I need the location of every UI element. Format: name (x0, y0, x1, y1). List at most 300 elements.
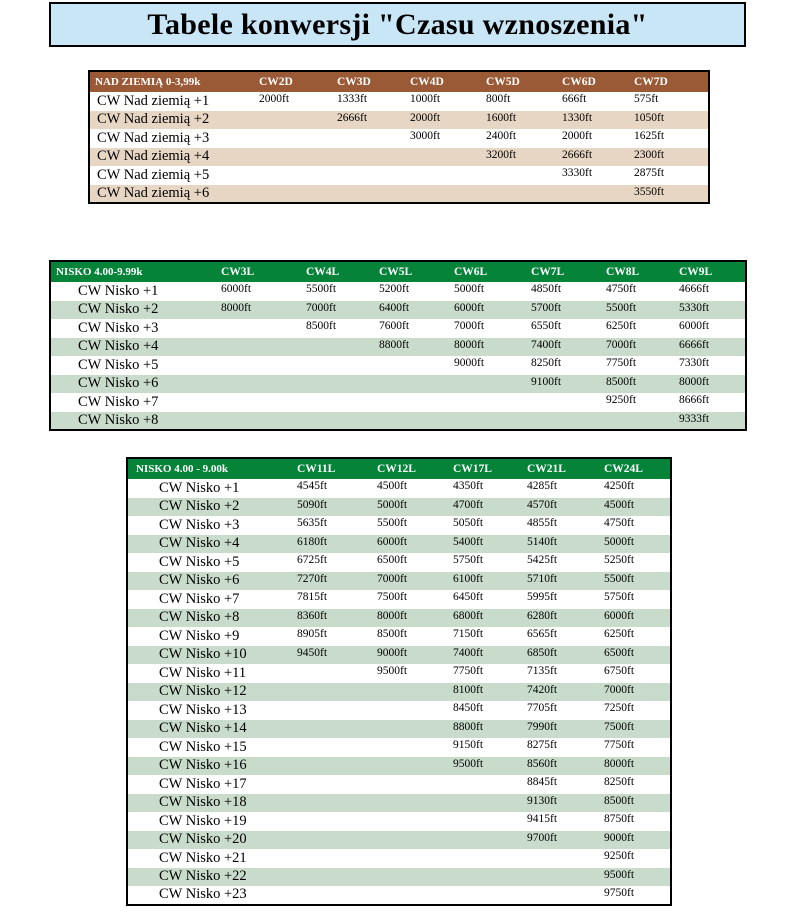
altitude-value-cell (531, 412, 606, 431)
altitude-value-cell: 8000ft (454, 338, 485, 351)
altitude-value-cell (453, 831, 527, 850)
row-label: CW Nisko +10 (159, 646, 247, 663)
row-label: CW Nisko +4 (78, 338, 159, 355)
altitude-value-cell (527, 849, 604, 868)
altitude-value-cell (410, 166, 486, 185)
row-label: CW Nisko +2 (159, 498, 240, 515)
altitude-value-cell (221, 393, 306, 412)
column-header: CW24L (604, 463, 643, 475)
altitude-value-cell: 5000ft (604, 535, 635, 548)
table-row (127, 646, 671, 665)
row-label: CW Nad ziemią +3 (97, 129, 210, 146)
altitude-value-cell: 5700ft (531, 301, 562, 314)
altitude-value-cell: 4500ft (377, 480, 408, 492)
altitude-value-cell: 8000ft (679, 375, 710, 388)
altitude-value-cell: 1600ft (486, 111, 517, 124)
table-row (127, 757, 671, 776)
altitude-value-cell (486, 185, 562, 204)
table-row (127, 535, 671, 554)
table-row (50, 393, 746, 412)
altitude-value-cell: 8250ft (531, 357, 562, 369)
column-header: CW17L (453, 463, 492, 475)
altitude-value-cell: 5050ft (453, 517, 484, 529)
altitude-value-cell: 8666ft (679, 394, 710, 406)
altitude-value-cell (377, 812, 453, 831)
altitude-value-cell (377, 701, 453, 720)
altitude-value-cell: 8100ft (453, 683, 484, 696)
altitude-value-cell: 9500ft (377, 665, 408, 677)
altitude-value-cell (410, 148, 486, 167)
altitude-value-cell: 5425ft (527, 554, 558, 566)
altitude-value-cell: 7270ft (297, 572, 328, 585)
altitude-value-cell (377, 683, 453, 702)
row-label: CW Nisko +21 (159, 849, 247, 866)
row-label: CW Nisko +3 (78, 319, 159, 336)
altitude-value-cell: 5500ft (377, 517, 408, 529)
altitude-value-cell (379, 412, 454, 431)
altitude-value-cell: 4285ft (527, 480, 558, 492)
altitude-value-cell: 5250ft (604, 554, 635, 566)
table-row (127, 849, 671, 868)
altitude-value-cell: 5330ft (679, 301, 710, 314)
row-label: CW Nisko +4 (159, 535, 240, 552)
altitude-value-cell (221, 356, 306, 375)
table-row (127, 572, 671, 591)
altitude-value-cell: 9000ft (454, 357, 485, 369)
row-label: CW Nisko +14 (159, 720, 247, 737)
altitude-value-cell: 6280ft (527, 609, 558, 622)
table-row (89, 129, 709, 148)
altitude-value-cell (531, 393, 606, 412)
table-row (50, 412, 746, 431)
row-label: CW Nisko +7 (78, 393, 159, 410)
altitude-value-cell (297, 849, 377, 868)
altitude-value-cell: 8500ft (377, 628, 408, 640)
altitude-value-cell (453, 849, 527, 868)
altitude-value-cell: 8845ft (527, 776, 558, 788)
altitude-value-cell: 7400ft (453, 646, 484, 659)
altitude-value-cell: 7990ft (527, 720, 558, 733)
column-header: CW11L (297, 463, 336, 475)
column-header: CW4L (306, 266, 340, 278)
table-title-cell: NISKO 4.00 - 9.00k (136, 463, 228, 475)
altitude-value-cell: 7750ft (604, 739, 635, 751)
table-row (127, 701, 671, 720)
column-header: CW3L (221, 266, 255, 278)
altitude-value-cell (410, 185, 486, 204)
column-header: CW3D (337, 76, 371, 88)
altitude-value-cell: 8275ft (527, 739, 558, 751)
table-row (89, 185, 709, 204)
altitude-value-cell: 9250ft (604, 850, 635, 862)
altitude-value-cell (221, 319, 306, 338)
table-above-ground (88, 70, 710, 204)
altitude-value-cell: 5090ft (297, 498, 328, 511)
table-row (127, 609, 671, 628)
altitude-value-cell: 2666ft (562, 148, 593, 161)
altitude-value-cell: 8000ft (377, 609, 408, 622)
altitude-value-cell: 9500ft (453, 757, 484, 770)
altitude-value-cell: 9500ft (604, 868, 635, 881)
altitude-value-cell: 8000ft (221, 301, 252, 314)
table-row (127, 479, 671, 498)
altitude-value-cell: 9450ft (297, 646, 328, 659)
altitude-value-cell (297, 757, 377, 776)
table-row (50, 356, 746, 375)
table-row (127, 683, 671, 702)
altitude-value-cell (377, 849, 453, 868)
row-label: CW Nisko +12 (159, 683, 247, 700)
altitude-value-cell (297, 831, 377, 850)
row-label: CW Nisko +5 (78, 356, 159, 373)
table-row (89, 148, 709, 167)
altitude-value-cell: 2875ft (634, 167, 665, 179)
altitude-value-cell: 8250ft (604, 776, 635, 788)
table-row (127, 627, 671, 646)
altitude-value-cell (259, 148, 337, 167)
altitude-value-cell: 5500ft (604, 572, 635, 585)
altitude-value-cell (306, 393, 379, 412)
altitude-value-cell (297, 664, 377, 683)
altitude-value-cell (306, 338, 379, 357)
table-header-row (127, 458, 671, 479)
altitude-value-cell (377, 794, 453, 813)
row-label: CW Nisko +2 (78, 301, 159, 318)
column-header: CW2D (259, 76, 293, 88)
altitude-value-cell: 2300ft (634, 148, 665, 161)
column-header: CW21L (527, 463, 566, 475)
altitude-value-cell: 7000ft (306, 301, 337, 314)
altitude-value-cell (453, 886, 527, 905)
row-label: CW Nisko +8 (78, 411, 159, 428)
altitude-value-cell: 7000ft (454, 320, 485, 332)
altitude-value-cell: 3000ft (410, 130, 441, 142)
altitude-value-cell: 1330ft (562, 111, 593, 124)
altitude-value-cell: 8560ft (527, 757, 558, 770)
row-label: CW Nisko +6 (78, 375, 159, 392)
altitude-value-cell: 2000ft (259, 93, 290, 105)
table-row (127, 498, 671, 517)
table-row (50, 282, 746, 301)
altitude-value-cell (377, 775, 453, 794)
altitude-value-cell: 6800ft (453, 609, 484, 622)
table-row (127, 794, 671, 813)
altitude-value-cell: 4545ft (297, 480, 328, 492)
altitude-value-cell: 7750ft (606, 357, 637, 369)
altitude-value-cell (259, 166, 337, 185)
altitude-value-cell (377, 757, 453, 776)
table-row (127, 775, 671, 794)
row-label: CW Nad ziemią +4 (97, 148, 210, 165)
row-label: CW Nisko +17 (159, 775, 247, 792)
altitude-value-cell: 7150ft (453, 628, 484, 640)
row-label: CW Nisko +11 (159, 664, 247, 681)
altitude-value-cell (337, 129, 410, 148)
altitude-value-cell (297, 812, 377, 831)
table-low-altitude (49, 260, 747, 431)
table-row (127, 831, 671, 850)
altitude-value-cell: 7815ft (297, 591, 328, 603)
altitude-value-cell (379, 393, 454, 412)
altitude-value-cell: 6250ft (604, 628, 635, 640)
altitude-value-cell (527, 886, 604, 905)
column-header: CW5D (486, 76, 520, 88)
column-header: CW9L (679, 266, 713, 278)
altitude-value-cell (306, 356, 379, 375)
altitude-value-cell: 7500ft (377, 591, 408, 603)
altitude-value-cell: 6750ft (604, 665, 635, 677)
table-row (89, 92, 709, 111)
table-row (127, 553, 671, 572)
altitude-value-cell: 6000ft (377, 535, 408, 548)
table-row (127, 868, 671, 887)
altitude-value-cell: 6850ft (527, 646, 558, 659)
row-label: CW Nisko +6 (159, 572, 240, 589)
altitude-value-cell: 6550ft (531, 320, 562, 332)
altitude-value-cell: 2000ft (410, 111, 441, 124)
row-label: CW Nisko +1 (78, 282, 159, 299)
table-row (89, 111, 709, 130)
altitude-value-cell (379, 356, 454, 375)
altitude-value-cell: 6565ft (527, 628, 558, 640)
column-header: CW12L (377, 463, 416, 475)
altitude-value-cell: 7135ft (527, 665, 558, 677)
altitude-value-cell (297, 701, 377, 720)
row-label: CW Nisko +22 (159, 868, 247, 885)
column-header: CW4D (410, 76, 444, 88)
altitude-value-cell (377, 720, 453, 739)
altitude-value-cell: 9100ft (531, 375, 562, 388)
row-label: CW Nisko +18 (159, 794, 247, 811)
altitude-value-cell (297, 683, 377, 702)
altitude-value-cell: 1333ft (337, 93, 368, 105)
altitude-value-cell (306, 375, 379, 394)
altitude-value-cell: 8800ft (453, 720, 484, 733)
altitude-value-cell: 6500ft (377, 554, 408, 566)
altitude-value-cell: 5635ft (297, 517, 328, 529)
table-row (127, 590, 671, 609)
altitude-value-cell: 7420ft (527, 683, 558, 696)
altitude-value-cell (259, 185, 337, 204)
altitude-value-cell: 8905ft (297, 628, 328, 640)
altitude-value-cell: 1000ft (410, 93, 441, 105)
altitude-value-cell: 9000ft (604, 831, 635, 844)
altitude-value-cell (486, 166, 562, 185)
altitude-value-cell (377, 886, 453, 905)
row-label: CW Nad ziemią +1 (97, 92, 210, 109)
row-label: CW Nisko +9 (159, 627, 240, 644)
altitude-value-cell: 8750ft (604, 813, 635, 825)
table-row (127, 720, 671, 739)
altitude-value-cell: 4855ft (527, 517, 558, 529)
altitude-value-cell: 7705ft (527, 702, 558, 714)
altitude-value-cell: 7250ft (604, 702, 635, 714)
altitude-value-cell: 6000ft (679, 320, 710, 332)
altitude-value-cell: 4850ft (531, 283, 562, 295)
altitude-value-cell: 6000ft (454, 301, 485, 314)
altitude-value-cell: 7600ft (379, 320, 410, 332)
altitude-value-cell: 5400ft (453, 535, 484, 548)
altitude-value-cell: 8500ft (606, 375, 637, 388)
column-header: CW6D (562, 76, 596, 88)
altitude-value-cell (221, 412, 306, 431)
altitude-value-cell: 6666ft (679, 338, 710, 351)
altitude-value-cell: 7000ft (377, 572, 408, 585)
altitude-value-cell: 7330ft (679, 357, 710, 369)
row-label: CW Nisko +1 (159, 479, 240, 496)
altitude-value-cell: 1625ft (634, 130, 665, 142)
altitude-value-cell: 4750ft (604, 517, 635, 529)
column-header: CW6L (454, 266, 488, 278)
column-header: CW5L (379, 266, 413, 278)
altitude-value-cell: 7000ft (604, 683, 635, 696)
altitude-value-cell: 5200ft (379, 283, 410, 295)
altitude-value-cell: 6450ft (453, 591, 484, 603)
altitude-value-cell: 5750ft (453, 554, 484, 566)
altitude-value-cell: 9750ft (604, 887, 635, 899)
altitude-value-cell (377, 868, 453, 887)
altitude-value-cell (306, 412, 379, 431)
row-label: CW Nad ziemią +2 (97, 111, 210, 128)
altitude-value-cell: 6400ft (379, 301, 410, 314)
altitude-value-cell (221, 375, 306, 394)
altitude-value-cell: 8000ft (604, 757, 635, 770)
altitude-value-cell: 5000ft (377, 498, 408, 511)
table-low-altitude-extended (126, 457, 672, 906)
altitude-value-cell (221, 338, 306, 357)
table-row (50, 319, 746, 338)
row-label: CW Nisko +16 (159, 757, 247, 774)
altitude-value-cell: 6725ft (297, 554, 328, 566)
altitude-value-cell (297, 868, 377, 887)
altitude-value-cell (454, 375, 531, 394)
altitude-value-cell: 8800ft (379, 338, 410, 351)
altitude-value-cell (259, 111, 337, 130)
altitude-value-cell: 5750ft (604, 591, 635, 603)
altitude-value-cell: 5710ft (527, 572, 558, 585)
altitude-value-cell (562, 185, 634, 204)
altitude-value-cell (377, 831, 453, 850)
altitude-value-cell (377, 738, 453, 757)
table-row (50, 375, 746, 394)
altitude-value-cell: 6180ft (297, 535, 328, 548)
altitude-value-cell: 7000ft (606, 338, 637, 351)
table-row (127, 738, 671, 757)
table-row (50, 301, 746, 320)
row-label: CW Nad ziemią +5 (97, 166, 210, 183)
altitude-value-cell (297, 794, 377, 813)
altitude-value-cell: 6500ft (604, 646, 635, 659)
altitude-value-cell (297, 886, 377, 905)
table-row (89, 166, 709, 185)
altitude-value-cell: 2000ft (562, 130, 593, 142)
altitude-value-cell (453, 775, 527, 794)
table-row (127, 886, 671, 905)
altitude-value-cell: 4350ft (453, 480, 484, 492)
altitude-value-cell: 8360ft (297, 609, 328, 622)
altitude-value-cell: 6000ft (604, 609, 635, 622)
altitude-value-cell: 8450ft (453, 702, 484, 714)
altitude-value-cell: 3550ft (634, 185, 665, 198)
altitude-value-cell: 800ft (486, 93, 511, 105)
altitude-value-cell: 5000ft (454, 283, 485, 295)
altitude-value-cell: 8500ft (604, 794, 635, 807)
altitude-value-cell: 2400ft (486, 130, 517, 142)
altitude-value-cell (454, 412, 531, 431)
altitude-value-cell: 6100ft (453, 572, 484, 585)
altitude-value-cell: 9000ft (377, 646, 408, 659)
altitude-value-cell: 5140ft (527, 535, 558, 548)
row-label: CW Nisko +8 (159, 609, 240, 626)
altitude-value-cell: 4570ft (527, 498, 558, 511)
row-label: CW Nisko +20 (159, 831, 247, 848)
altitude-value-cell: 8500ft (306, 320, 337, 332)
altitude-value-cell (453, 812, 527, 831)
table-row (50, 338, 746, 357)
row-label: CW Nisko +23 (159, 886, 247, 903)
altitude-value-cell: 666ft (562, 93, 587, 105)
altitude-value-cell: 4750ft (606, 283, 637, 295)
altitude-value-cell: 4500ft (604, 498, 635, 511)
altitude-value-cell: 7400ft (531, 338, 562, 351)
altitude-value-cell: 575ft (634, 93, 659, 105)
altitude-value-cell (297, 720, 377, 739)
altitude-value-cell (259, 129, 337, 148)
altitude-value-cell (337, 148, 410, 167)
altitude-value-cell (337, 185, 410, 204)
altitude-value-cell: 9700ft (527, 831, 558, 844)
altitude-value-cell: 9130ft (527, 794, 558, 807)
altitude-value-cell: 6250ft (606, 320, 637, 332)
altitude-value-cell (453, 794, 527, 813)
altitude-value-cell: 7750ft (453, 665, 484, 677)
altitude-value-cell: 9415ft (527, 813, 558, 825)
column-header: CW8L (606, 266, 640, 278)
page-title: Tabele konwersji "Czasu wznoszenia" (49, 2, 746, 47)
altitude-value-cell: 4666ft (679, 283, 710, 295)
altitude-value-cell: 9150ft (453, 739, 484, 751)
altitude-value-cell: 6000ft (221, 283, 252, 295)
altitude-value-cell: 7500ft (604, 720, 635, 733)
table-title-cell: NISKO 4.00-9.99k (56, 266, 143, 278)
table-row (127, 812, 671, 831)
row-label: CW Nad ziemią +6 (97, 184, 210, 201)
altitude-value-cell: 2666ft (337, 111, 368, 124)
table-header-row (89, 71, 709, 92)
table-row (127, 516, 671, 535)
altitude-value-cell: 4250ft (604, 480, 635, 492)
altitude-value-cell: 5500ft (606, 301, 637, 314)
table-row (127, 664, 671, 683)
row-label: CW Nisko +7 (159, 590, 240, 607)
altitude-value-cell: 5500ft (306, 283, 337, 295)
altitude-value-cell: 9250ft (606, 394, 637, 406)
row-label: CW Nisko +13 (159, 701, 247, 718)
altitude-value-cell: 4700ft (453, 498, 484, 511)
altitude-value-cell (379, 375, 454, 394)
table-title-cell: NAD ZIEMIĄ 0-3,99k (95, 76, 201, 88)
table-header-row (50, 261, 746, 282)
row-label: CW Nisko +3 (159, 516, 240, 533)
altitude-value-cell (337, 166, 410, 185)
altitude-value-cell: 5995ft (527, 591, 558, 603)
altitude-value-cell: 3200ft (486, 148, 517, 161)
row-label: CW Nisko +15 (159, 738, 247, 755)
column-header: CW7L (531, 266, 565, 278)
altitude-value-cell (454, 393, 531, 412)
altitude-value-cell (297, 775, 377, 794)
altitude-value-cell: 9333ft (679, 412, 710, 425)
